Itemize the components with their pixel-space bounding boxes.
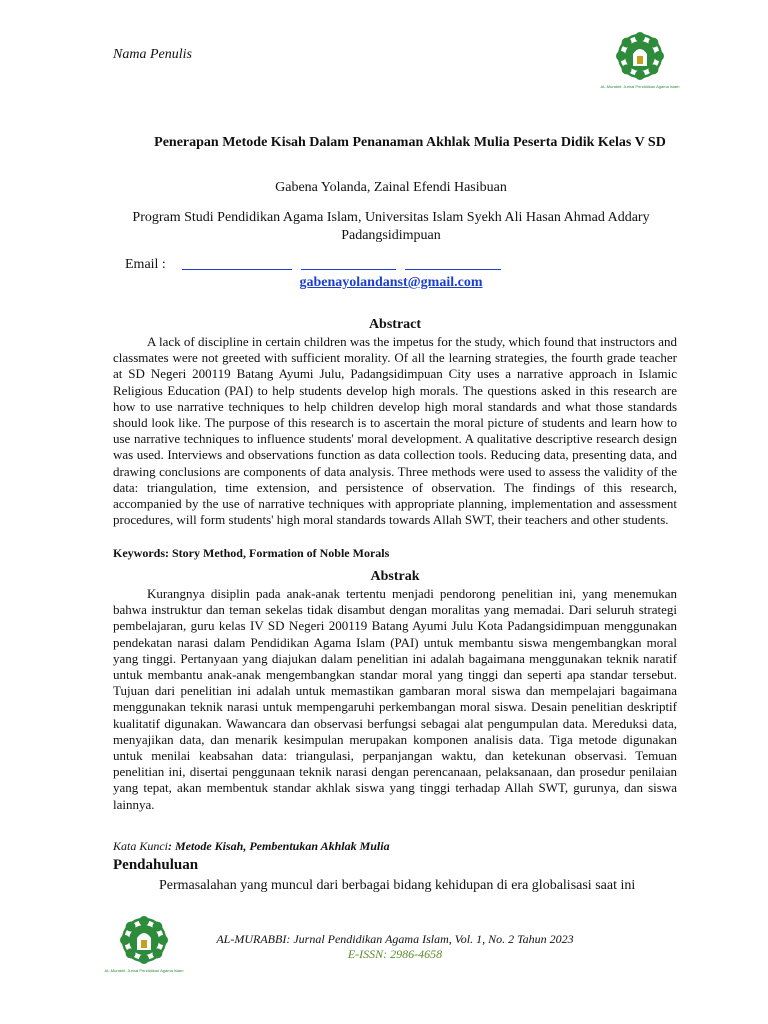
footer-issn: E-ISSN: 2986-4658 xyxy=(347,947,443,961)
kata-kunci: Kata Kunci: Metode Kisah, Pembentukan Akhlak Mulia xyxy=(113,839,390,853)
footer-journal: AL-MURABBI: Jurnal Pendidikan Agama Islam, Vol. 1, No. 2 Tahun 2023 xyxy=(216,932,574,946)
paper-title: Penerapan Metode Kisah Dalam Penanaman Akhlak Mulia Peserta Didik Kelas V SD xyxy=(154,135,666,150)
abstrak-body: Kurangnya disiplin pada anak-anak tertentu menjadi pendorong penelitian ini, yang menemukan bahwa instruktur dan teman sekelas tidak disambut dengan moralitas yang memadai. Dari seluruh strategi pembelajaran, guru kelas IV SD Negeri 200119 Batang Ayumi Julu Kota Padangsidimpuan menggunakan pendekatan narasi dalam Pendidikan Agama Islam (PAI) untuk membantu siswa mengembangkan moral yang tinggi. Pertanyaan yang diajukan dalam penelitian ini adalah bagaimana menggunakan teknik naratif untuk membantu anak-anak mengembangkan standar moral yang tinggi dan seperti apa standar tersebut. Tujuan dari penelitian ini adalah untuk memastikan gambaran moral siswa dan mempelajari bagaimana menggunakan teknik narasi untuk mempengaruhi perkembangan moral siswa. Desain penelitian deskriptif kualitatif digunakan. Wawancara dan observasi berfungsi sebagai alat pengumpulan data. Mereduksi data, menyajikan data, dan menarik kesimpulan merupakan komponen analisis data. Tiga metode digunakan untuk menilai keabsahan data: triangulasi, perpanjangan waktu, dan ketekunan observasi. Temuan penelitian ini, disertai penggunaan teknik narasi dengan perencanaan, pelaksanaan, dan prosedur penilaian yang tepat, akan membentuk standar akhlak siswa yang tinggi terhadap Allah SWT, gurunya, dan siswa lainnya. xyxy=(113,586,677,812)
email-underline xyxy=(405,269,501,270)
logo-caption: AL-Murabbi: Jurnal Pendidikan Agama Islam xyxy=(104,968,184,973)
running-header-author: Nama Penulis xyxy=(113,47,192,62)
abstract-body: A lack of discipline in certain children was the impetus for the study, which found that instructors and classmates were not greeted with sufficient morality. Of all the learning strategies, the fourth grade teacher at SD Negeri 200119 Batang Ayumi Julu, Padangsidimpuan City uses a narrative approach in Islamic Religious Education (PAI) to help students develop high morals. The questions asked in this research are how to use narrative techniques to help children develop high moral standards and what those standards should look like. The purpose of this research is to ascertain the moral picture of students and learn how to use narrative techniques to influence students' moral development. A qualitative descriptive research design was used. Interviews and observations function as data collection tools. Reducing data, presenting data, and drawing conclusions are components of data analysis. Three methods were used to assess the validity of the data: triangulation, time extension, and persistence of observation. The findings of this research, accompanied by the use of narrative techniques with appropriate planning, implementation and assessment procedures, will form students' high moral standards towards Allah SWT, their teachers and other students. xyxy=(113,334,677,528)
paper-affiliation: Program Studi Pendidikan Agama Islam, Universitas Islam Syekh Ali Hasan Ahmad Addary Padangsidimpuan xyxy=(132,210,650,243)
journal-logo-icon xyxy=(600,30,680,92)
pendahuluan-heading: Pendahuluan xyxy=(113,857,199,873)
kata-kunci-label: Kata Kunci xyxy=(113,839,169,853)
journal-logo-icon xyxy=(104,914,184,976)
abstract-heading: Abstract xyxy=(368,317,422,332)
kata-kunci-terms: Metode Kisah, Pembentukan Akhlak Mulia xyxy=(175,839,390,853)
email-label: Email : xyxy=(125,257,166,272)
pendahuluan-body: Permasalahan yang muncul dari berbagai bidang kehidupan di era globalisasi saat ini xyxy=(159,878,636,893)
abstrak-heading: Abstrak xyxy=(370,569,420,584)
email-underline xyxy=(301,269,396,270)
email-underline xyxy=(182,269,292,270)
email-link[interactable]: gabenayolandanst@gmail.com xyxy=(299,275,483,290)
keywords: Keywords: Story Method, Formation of Noble Morals xyxy=(113,546,390,560)
paper-authors: Gabena Yolanda, Zainal Efendi Hasibuan xyxy=(275,180,507,195)
logo-caption: AL-Murabbi: Jurnal Pendidikan Agama Islam xyxy=(600,84,680,89)
